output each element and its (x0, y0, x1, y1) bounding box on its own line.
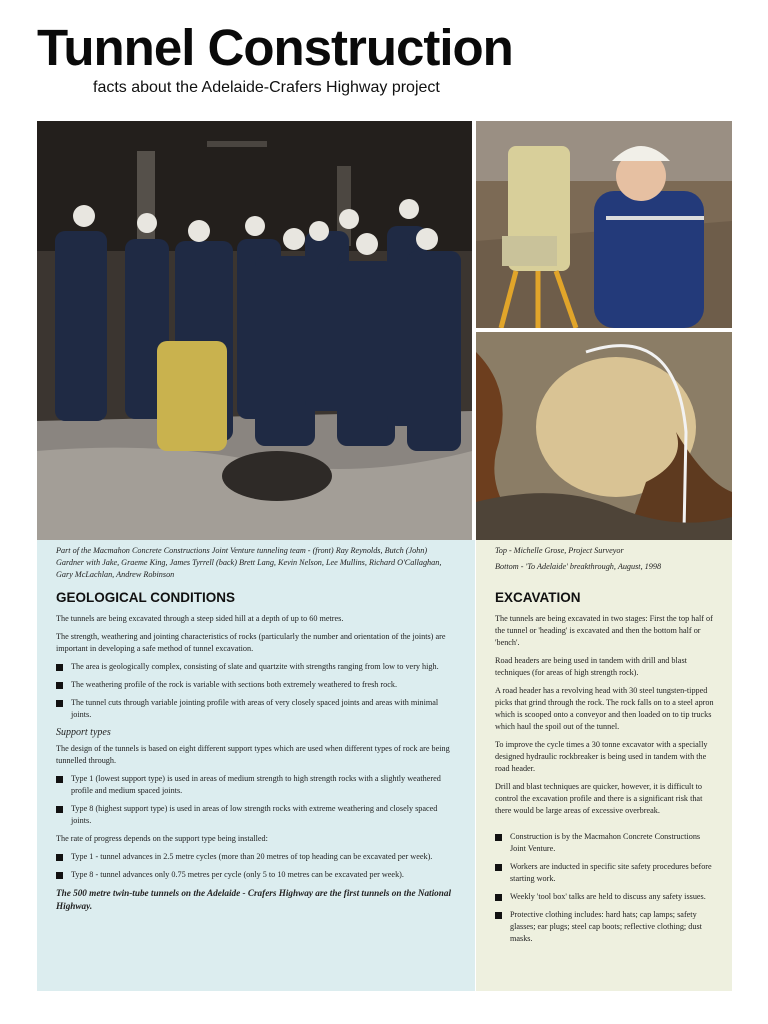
list-item: Type 1 - tunnel advances in 2.5 metre cycles (more than 20 metres of top heading can be excavated per week). (56, 851, 454, 863)
list-item: The tunnel cuts through variable jointing profile with areas of very closely spaced joints and areas with minimal joints. (56, 697, 454, 721)
top-photo-caption: Top - Michelle Grose, Project Surveyor (495, 546, 624, 555)
surveyor-photo (476, 121, 732, 328)
bottom-photo-caption: Bottom - 'To Adelaide' breakthrough, August, 1998 (495, 562, 662, 571)
exc-bullet-list (495, 831, 715, 945)
excavation-heading: EXCAVATION (495, 590, 581, 605)
page-title: Tunnel Construction (37, 19, 513, 76)
list-item: The weathering profile of the rock is variable with sections both extremely weathered to fresh rock. (56, 679, 454, 691)
support-bullet-list (56, 773, 454, 827)
team-photo (37, 121, 472, 540)
exc-paragraph: A road header has a revolving head with 30 steel tungsten-tipped picks that grind through the rock. The rock falls on to a steel apron which is scooped onto a conveyor and then loaded on to tip trucks which haul the spoil out of the tunnel. (495, 686, 714, 731)
progress-bullet-list (56, 851, 454, 881)
progress-intro: The rate of progress depends on the support type being installed: (56, 834, 268, 843)
breakthrough-photo (476, 332, 732, 540)
geo-bullet-list (56, 661, 454, 721)
exc-paragraph: The tunnels are being excavated in two stages: First the top half of the tunnel or 'heading' is excavated and then the bottom half or 'bench'. (495, 614, 713, 647)
page-subtitle: facts about the Adelaide-Crafers Highway project (93, 79, 440, 96)
support-types-heading: Support types (56, 727, 111, 738)
excavation-body (495, 613, 715, 951)
exc-paragraph: Drill and blast techniques are quicker, however, it is difficult to control the excavation profile and there is a significant risk that there would be large areas of excessive overbreak. (495, 782, 703, 815)
list-item: Protective clothing includes: hard hats; cap lamps; safety glasses; ear plugs; steel cap boots; reflective clothing; dust masks. (495, 909, 715, 945)
exc-paragraph: Road headers are being used in tandem with drill and blast techniques (for areas of high strength rock). (495, 656, 687, 677)
list-item: The area is geologically complex, consisting of slate and quartzite with strengths ranging from low to very high. (56, 661, 454, 673)
geo-paragraph: The tunnels are being excavated through a steep sided hill at a depth of up to 60 metres. (56, 614, 344, 623)
closing-statement: The 500 metre twin-tube tunnels on the Adelaide - Crafers Highway are the first tunnels on the National Highway. (56, 888, 452, 911)
side-photos-caption (495, 545, 715, 577)
geological-body (56, 613, 454, 913)
geo-paragraph: The strength, weathering and jointing characteristics of rocks (particularly the number and orientation of the joints) are important in developing a safe method of tunnel excavation. (56, 632, 446, 653)
exc-paragraph: To improve the cycle times a 30 tonne excavator with a specially designed hydraulic rockbreaker is being used in tandem with the road header. (495, 740, 708, 773)
list-item: Weekly 'tool box' talks are held to discuss any safety issues. (495, 891, 715, 903)
geological-heading: GEOLOGICAL CONDITIONS (56, 590, 236, 605)
team-photo-caption: Part of the Macmahon Concrete Constructions Joint Venture tunneling team - (front) Ray Reynolds, Butch (John) Gardner with Jake, Graeme King, James Tyrrell (back) Brett Lang, Kevin Nelson, Lee Mullins, Richard O'Callaghan, Gary McLachlan, Andrew Robinson (56, 546, 442, 579)
list-item: Type 1 (lowest support type) is used in areas of medium strength to high strength rocks with a slightly weathered profile and medium spaced joints. (56, 773, 454, 797)
support-intro: The design of the tunnels is based on eight different support types which are used when different types of rock are being tunnelled through. (56, 744, 450, 765)
list-item: Workers are inducted in specific site safety procedures before starting work. (495, 861, 715, 885)
list-item: Construction is by the Macmahon Concrete Constructions Joint Venture. (495, 831, 715, 855)
list-item: Type 8 (highest support type) is used in areas of low strength rocks with extreme weathering and closely spaced joints. (56, 803, 454, 827)
list-item: Type 8 - tunnel advances only 0.75 metres per cycle (only 5 to 10 metres can be excavated per week). (56, 869, 454, 881)
